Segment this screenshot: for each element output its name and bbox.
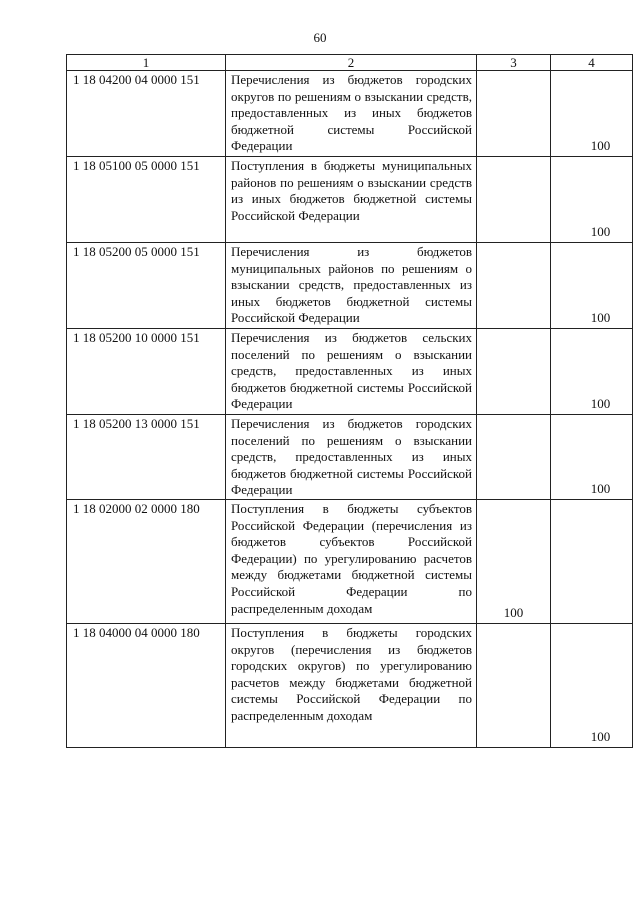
table-header-row (67, 55, 633, 71)
col4-cell (551, 243, 633, 329)
budget-code: 1 18 05200 10 0000 151 (73, 330, 200, 345)
table-row (67, 499, 633, 623)
col4-cell (551, 499, 633, 623)
col4-cell (551, 157, 633, 243)
col3-cell (477, 157, 551, 243)
col4-value: 100 (590, 224, 611, 240)
col4-value: 100 (590, 138, 611, 154)
table-row (67, 329, 633, 415)
page-number: 60 (313, 30, 327, 45)
col3-cell (477, 71, 551, 157)
code-cell (67, 329, 226, 415)
description-text: Перечисления из бюджетов сельских поселений по решениям о взыскании средств, предоставленных из иных бюджетов бюджетной системы Российской Федерации (231, 330, 472, 412)
budget-code: 1 18 05100 05 0000 151 (73, 158, 200, 173)
code-cell (67, 623, 226, 747)
col3-cell (477, 415, 551, 500)
col3-cell (477, 243, 551, 329)
description-text: Поступления в бюджеты субъектов Российской Федерации (перечисления из бюджетов субъектов Российской Федерации) по урегулированию расчетов между бюджетами бюджетной системы Российской Федерации по распределенным доходам (231, 500, 472, 616)
description-text: Поступления в бюджеты муниципальных районов по решениям о взыскании средств из иных бюджетов бюджетной системы Российской Федерации (231, 158, 472, 223)
col4-value: 100 (590, 396, 611, 412)
col4-cell (551, 415, 633, 500)
col4-cell (551, 71, 633, 157)
description-cell (226, 71, 477, 157)
description-cell (226, 499, 477, 623)
description-text: Перечисления из бюджетов городских округов по решениям о взыскании средств, предоставленных из иных бюджетов бюджетной системы Российской Федерации (231, 72, 472, 154)
table-row (67, 157, 633, 243)
col4-cell (551, 623, 633, 747)
header-col-2: 2 (226, 55, 477, 71)
description-cell (226, 623, 477, 747)
budget-code: 1 18 05200 05 0000 151 (73, 244, 200, 259)
description-cell (226, 329, 477, 415)
table-row (67, 243, 633, 329)
description-text: Поступления в бюджеты городских округов (перечисления из бюджетов городских округов) по урегулированию расчетов между бюджетами бюджетной системы Российской Федерации по распределенным доходам (231, 624, 472, 723)
code-cell (67, 71, 226, 157)
description-text: Перечисления из бюджетов муниципальных районов по решениям о взыскании средств, предоставленных из иных бюджетов бюджетной системы Российской Федерации (231, 244, 472, 326)
col4-cell (551, 329, 633, 415)
col3-cell (477, 499, 551, 623)
description-cell (226, 243, 477, 329)
description-text: Перечисления из бюджетов городских поселений по решениям о взыскании средств, предоставленных из иных бюджетов бюджетной системы Российской Федерации (231, 416, 472, 498)
header-col-3: 3 (477, 55, 551, 71)
col3-value: 100 (503, 605, 524, 621)
budget-code: 1 18 05200 13 0000 151 (73, 416, 200, 431)
budget-classification-table (66, 54, 633, 748)
description-cell (226, 157, 477, 243)
col3-cell (477, 329, 551, 415)
col4-value: 100 (590, 729, 611, 745)
header-col-1: 1 (67, 55, 226, 71)
col4-value: 100 (590, 310, 611, 326)
code-cell (67, 415, 226, 500)
code-cell (67, 499, 226, 623)
budget-code: 1 18 04000 04 0000 180 (73, 624, 200, 640)
header-col-4: 4 (551, 55, 633, 71)
description-cell (226, 415, 477, 500)
budget-code: 1 18 02000 02 0000 180 (73, 500, 200, 516)
table-row (67, 623, 633, 747)
table-row (67, 415, 633, 500)
col3-cell (477, 623, 551, 747)
table-row (67, 71, 633, 157)
code-cell (67, 157, 226, 243)
budget-code: 1 18 04200 04 0000 151 (73, 72, 200, 87)
col4-value: 100 (590, 481, 611, 497)
code-cell (67, 243, 226, 329)
